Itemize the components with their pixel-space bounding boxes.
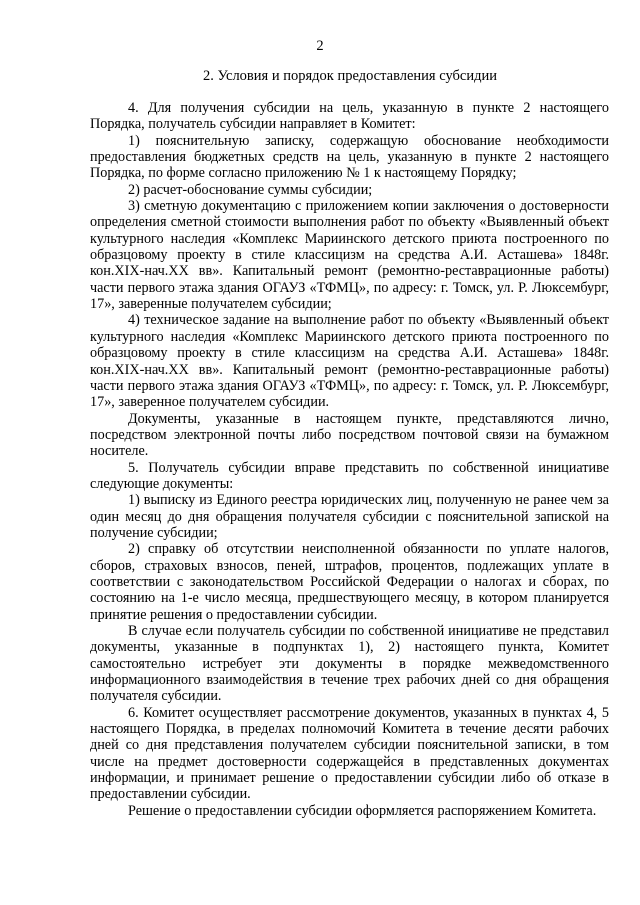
paragraph-4-intro: 4. Для получения субсидии на цель, указанную в пункте 2 настоящего Порядка, получатель субсидии направляет в Комитет: — [90, 100, 609, 133]
paragraph-6-decision: Решение о предоставлении субсидии оформляется распоряжением Комитета. — [128, 802, 597, 819]
document-body — [90, 100, 609, 819]
paragraph-5-item-2: 2) справку об отсутствии неисполненной обязанности по уплате налогов, сборов, страховых взносов, пеней, штрафов, процентов, подлежащих уплате в соответствии с законодательством Российской Федерации о налогах и сборах, по состоянию на 1-е число месяца, предшествующего месяцу, в котором планируется принятие решения о предоставлении субсидии. — [90, 541, 609, 623]
paragraph-5-item-1: 1) выписку из Единого реестра юридических лиц, полученную не ранее чем за один месяц до дня обращения получателя субсидии с пояснительной запиской на получение субсидии; — [90, 492, 609, 541]
paragraph-4-submission: Документы, указанные в настоящем пункте, представляются лично, посредством электронной почты либо посредством почтовой связи на бумажном носителе. — [90, 410, 609, 460]
paragraph-5-intro: 5. Получатель субсидии вправе представить по собственной инициативе следующие документы: — [90, 459, 609, 492]
paragraph-4-item-2: 2) расчет-обоснование суммы субсидии; — [128, 181, 373, 198]
section-heading: 2. Условия и порядок предоставления субсидии — [202, 68, 497, 84]
page-number: 2 — [316, 38, 324, 54]
paragraph-4-item-1: 1) пояснительную записку, содержащую обоснование необходимости предоставления бюджетных средств на цель, указанную в пункте 2 настоящего Порядка, по форме согласно приложению № 1 к настоящему Порядку; — [90, 132, 609, 182]
paragraph-6: 6. Комитет осуществляет рассмотрение документов, указанных в пунктах 4, 5 настоящего Порядка, в пределах полномочий Комитета в течение десяти рабочих дней со дня представления получателем субсидии пояснительной записки, в том числе на предмет достоверности содержащейся в представленных документах информации, и принимает решение о предоставлении субсидии либо об отказе в предоставлении субсидии. — [90, 704, 609, 803]
paragraph-4-item-3: 3) сметную документацию с приложением копии заключения о достоверности определения сметной стоимости выполнения работ по объекту «Выявленный объект культурного наследия «Комплекс Мариинского детского приюта построенного по образцовому проекту в стиле классицизм на средства А.И. Асташева» 1848г. кон.XIX-нач.XX вв». Капитальный ремонт (ремонтно-реставрационные работы) части первого этажа здания ОГАУЗ «ТФМЦ», по адресу: г. Томск, ул. Р. Люксембург, 17», заверенные получателем субсидии; — [90, 198, 609, 313]
paragraph-5-fallback: В случае если получатель субсидии по собственной инициативе не представил документы, указанные в подпунктах 1), 2) настоящего пункта, Комитет самостоятельно истребует эти документы в порядке межведомственного информационного взаимодействия в течение трех рабочих дней со дня обращения получателя субсидии. — [90, 623, 609, 705]
paragraph-4-item-4: 4) техническое задание на выполнение работ по объекту «Выявленный объект культурного наследия «Комплекс Мариинского детского приюта построенного по образцовому проекту в стиле классицизм на средства А.И. Асташева» 1848г. кон.XIX-нач.XX вв». Капитальный ремонт (ремонтно-реставрационные работы) части первого этажа здания ОГАУЗ «ТФМЦ», по адресу: г. Томск, ул. Р. Люксембург, 17», заверенное получателем субсидии. — [90, 312, 609, 411]
